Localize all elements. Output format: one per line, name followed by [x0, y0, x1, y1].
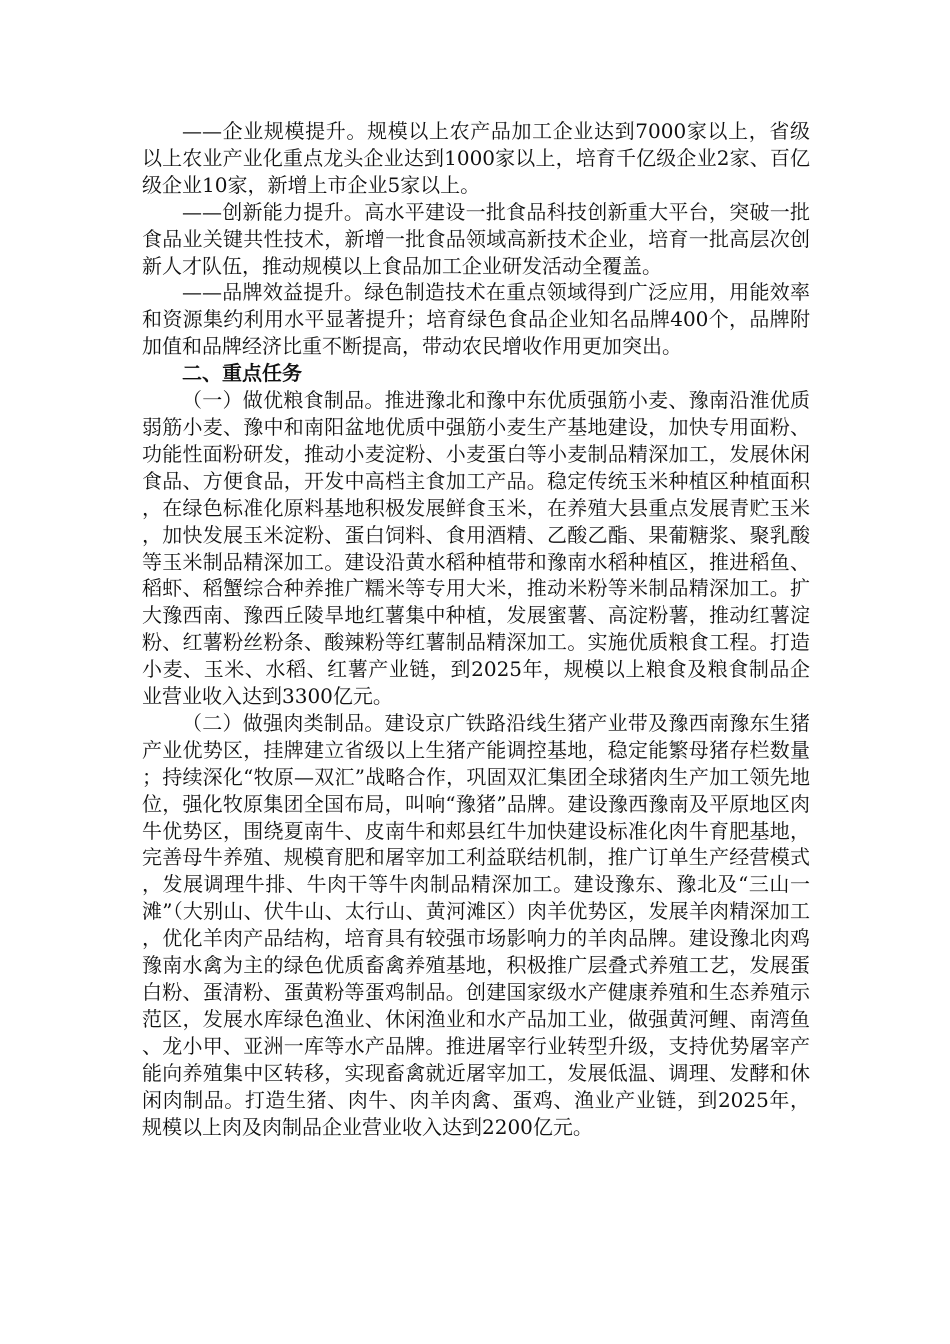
- paragraph-brand-benefit: ——品牌效益提升。绿色制造技术在重点领域得到广泛应用，用能效率和资源集约利用水平显著提升；培育绿色食品企业知名品牌400个，品牌附加值和品牌经济比重不断提高，带动农民增收作用更加突出。: [142, 280, 810, 359]
- paragraph-innovation: ——创新能力提升。高水平建设一批食品科技创新重大平台，突破一批食品业关键共性技术，新增一批食品领域高新技术企业，培育一批高层次创新人才队伍，推动规模以上食品加工企业研发活动全覆盖。: [142, 199, 810, 278]
- paragraph-meat-products: （二）做强肉类制品。建设京广铁路沿线生猪产业带及豫西南豫东生猪产业优势区，挂牌建立省级以上生猪产能调控基地，稳定能繁母猪存栏数量；持续深化“牧原—双汇”战略合作，巩固双汇集团全球猪肉生产加工领先地位，强化牧原集团全国布局，叫响“豫猪”品牌。建设豫西豫南及平原地区肉牛优势区，围绕夏南牛、皮南牛和郏县红牛加快建设标准化肉牛育肥基地，完善母牛养殖、规模育肥和屠宰加工利益联结机制，推广订单生产经营模式，发展调理牛排、牛肉干等牛肉制品精深加工。建设豫东、豫北及“三山一滩”（大别山、伏牛山、太行山、黄河滩区）肉羊优势区，发展羊肉精深加工，优化羊肉产品结构，培育具有较强市场影响力的羊肉品牌。建设豫北肉鸡豫南水禽为主的绿色优质畜禽养殖基地，积极推广层叠式养殖工艺，发展蛋白粉、蛋清粉、蛋黄粉等蛋鸡制品。创建国家级水产健康养殖和生态养殖示范区，发展水库绿色渔业、休闲渔业和水产品加工业，做强黄河鲤、南湾鱼、龙小甲、亚洲一库等水产品牌。推进屠宰行业转型升级，支持优势屠宰产能向养殖集中区转移，实现畜禽就近屠宰加工，发展低温、调理、发酵和休闲肉制品。打造生猪、肉牛、肉羊肉禽、蛋鸡、渔业产业链，到2025年，规模以上肉及肉制品企业营业收入达到2200亿元。: [142, 710, 810, 1139]
- paragraph-enterprise-scale: ——企业规模提升。规模以上农产品加工企业达到7000家以上，省级以上农业产业化重点龙头企业达到1000家以上，培育千亿级企业2家、百亿级企业10家，新增上市企业5家以上。: [142, 119, 810, 197]
- section-heading-key-tasks: 二、重点任务: [182, 361, 302, 386]
- document-page: [142, 118, 810, 1140]
- paragraph-grain-products: （一）做优粮食制品。推进豫北和豫中东优质强筋小麦、豫南沿淮优质弱筋小麦、豫中和南阳盆地优质中强筋小麦生产基地建设，加快专用面粉、功能性面粉研发，推动小麦淀粉、小麦蛋白等小麦制品精深加工，发展休闲食品、方便食品，开发中高档主食加工产品。稳定传统玉米种植区种植面积，在绿色标准化原料基地积极发展鲜食玉米，在养殖大县重点发展青贮玉米，加快发展玉米淀粉、蛋白饲料、食用酒精、乙酸乙酯、果葡糖浆、聚乳酸等玉米制品精深加工。建设沿黄水稻种植带和豫南水稻种植区，推进稻鱼、稻虾、稻蟹综合种养推广糯米等专用大米，推动米粉等米制品精深加工。扩大豫西南、豫西丘陵旱地红薯集中种植，发展蜜薯、高淀粉薯，推动红薯淀粉、红薯粉丝粉条、酸辣粉等红薯制品精深加工。实施优质粮食工程。打造小麦、玉米、水稻、红薯产业链，到2025年，规模以上粮食及粮食制品企业营业收入达到3300亿元。: [142, 388, 810, 709]
